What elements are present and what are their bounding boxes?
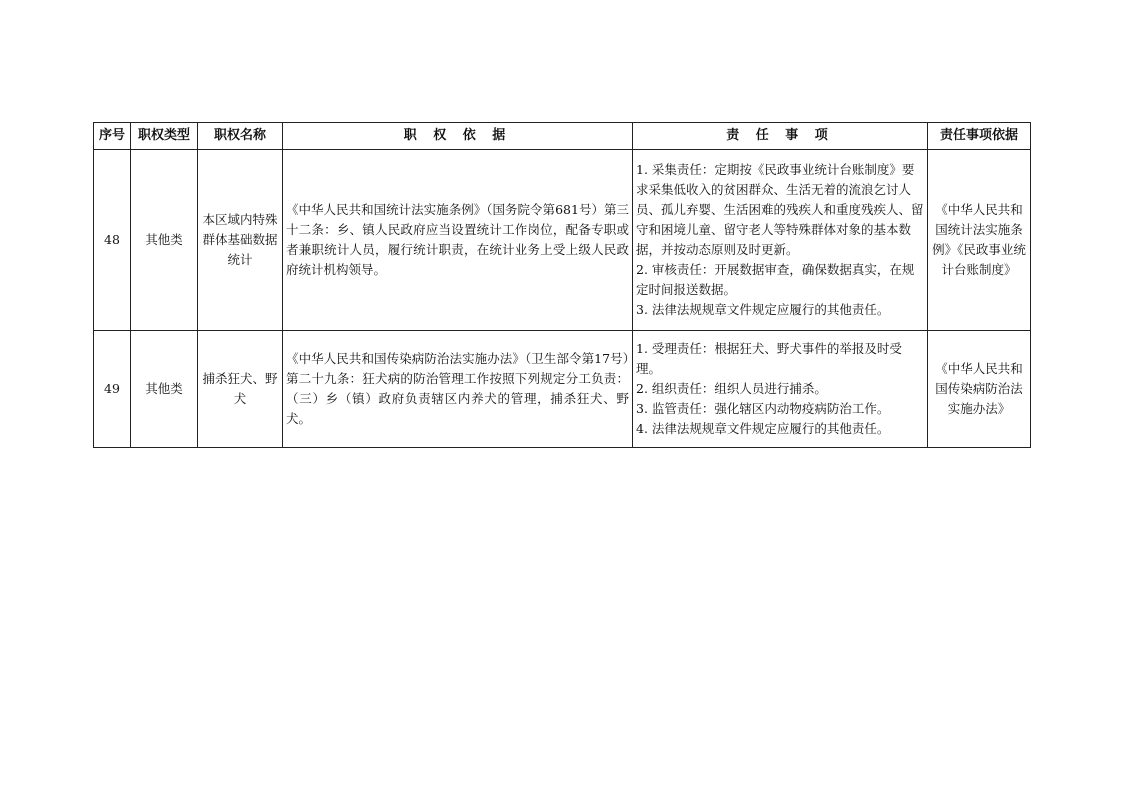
cell-category: 其他类	[131, 331, 198, 448]
duty-table	[93, 122, 1031, 448]
responsibility-item: 1. 受理责任：根据狂犬、野犬事件的举报及时受理。	[636, 341, 902, 376]
cell-basis: 《中华人民共和国统计法实施条例》（国务院令第681号）第三十二条：乡、镇人民政府应当设置统计工作岗位，配备专职或者兼职统计人员，履行统计职责，在统计业务上受上级人民政府统计机构领导。	[283, 150, 633, 331]
cell-items	[633, 150, 928, 331]
cell-reference: 《中华人民共和国传染病防治法实施办法》	[928, 331, 1031, 448]
cell-reference: 《中华人民共和国统计法实施条例》《民政事业统计台账制度》	[928, 150, 1031, 331]
table-body	[94, 150, 1031, 448]
table-row	[94, 150, 1031, 331]
header-index: 序号	[94, 123, 131, 150]
header-reference: 责任事项依据	[928, 123, 1031, 150]
responsibility-item: 3. 监管责任：强化辖区内动物疫病防治工作。	[636, 401, 890, 416]
responsibility-item: 3. 法律法规规章文件规定应履行的其他责任。	[636, 302, 890, 317]
table-row	[94, 331, 1031, 448]
cell-name: 本区域内特殊群体基础数据统计	[198, 150, 283, 331]
cell-basis: 《中华人民共和国传染病防治法实施办法》（卫生部令第17号）第二十九条：狂犬病的防治管理工作按照下列规定分工负责：（三）乡（镇）政府负责辖区内养犬的管理，捕杀狂犬、野犬。	[283, 331, 633, 448]
table-header	[94, 123, 1031, 150]
cell-category: 其他类	[131, 150, 198, 331]
header-category: 职权类型	[131, 123, 198, 150]
header-items: 责 任 事 项	[633, 123, 928, 150]
responsibility-item: 1. 采集责任：定期按《民政事业统计台账制度》要求采集低收入的贫困群众、生活无着的流浪乞讨人员、孤儿弃婴、生活困难的残疾人和重度残疾人、留守和困境儿童、留守老人等特殊群体对象的基本数据，并按动态原则及时更新。	[636, 162, 924, 257]
cell-name: 捕杀狂犬、野犬	[198, 331, 283, 448]
cell-index: 49	[94, 331, 131, 448]
header-basis: 职 权 依 据	[283, 123, 633, 150]
header-name: 职权名称	[198, 123, 283, 150]
responsibility-item: 2. 组织责任：组织人员进行捕杀。	[636, 381, 827, 396]
cell-index: 48	[94, 150, 131, 331]
responsibility-item: 2. 审核责任：开展数据审查，确保数据真实，在规定时间报送数据。	[636, 262, 915, 297]
cell-items	[633, 331, 928, 448]
header-row	[94, 123, 1031, 150]
responsibility-item: 4. 法律法规规章文件规定应履行的其他责任。	[636, 421, 890, 436]
